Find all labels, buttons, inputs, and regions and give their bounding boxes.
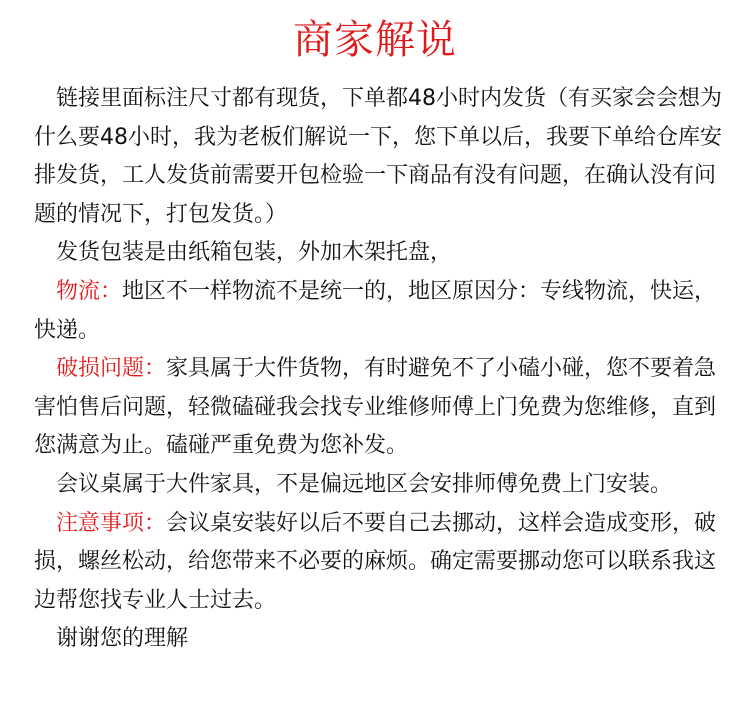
paragraph-text: 会议桌安装好以后不要自己去挪动，这样会造成变形，破损，螺丝松动，给您带来不必要的麻烦。确定需要挪动您可以联系我这边帮您找专业人士过去。 bbox=[34, 510, 717, 613]
notes-label: 注意事项： bbox=[56, 510, 167, 536]
paragraph-notes bbox=[34, 505, 724, 621]
logistics-label: 物流： bbox=[56, 278, 123, 304]
paragraph-text: 家具属于大件货物，有时避免不了小磕小碰，您不要着急害怕售后问题，轻微磕碰我会找专业维修师傅上门免费为您维修，直到您满意为止。磕碰严重免费为您补发。 bbox=[34, 356, 717, 459]
paragraph-text: 会议桌属于大件家具，不是偏远地区会安排师傅免费上门安装。 bbox=[56, 471, 673, 497]
paragraph-shipping-time bbox=[34, 80, 724, 234]
paragraph-packaging bbox=[34, 234, 724, 273]
paragraph-damage bbox=[34, 350, 724, 466]
damage-label: 破损问题： bbox=[56, 356, 167, 382]
page-title: 商家解说 bbox=[293, 17, 457, 63]
merchant-explanation-body bbox=[34, 80, 724, 659]
paragraph-text: 发货包装是由纸箱包装，外加木架托盘， bbox=[56, 240, 453, 266]
paragraph-logistics bbox=[34, 273, 724, 350]
paragraph-text: 链接里面标注尺寸都有现货，下单都48小时内发货（有买家会会想为什么要48小时，我为老板们解说一下，您下单以后，我要下单给仓库安排发货，工人发货前需要开包检验一下商品有没有问题，在确认没有问题的情况下，打包发货。） bbox=[34, 86, 722, 227]
paragraph-text: 地区不一样物流不是统一的，地区原因分：专线物流，快运，快递。 bbox=[34, 278, 717, 343]
paragraph-thanks bbox=[34, 620, 724, 659]
paragraph-text: 谢谢您的理解 bbox=[56, 626, 189, 652]
paragraph-installation bbox=[34, 466, 724, 505]
